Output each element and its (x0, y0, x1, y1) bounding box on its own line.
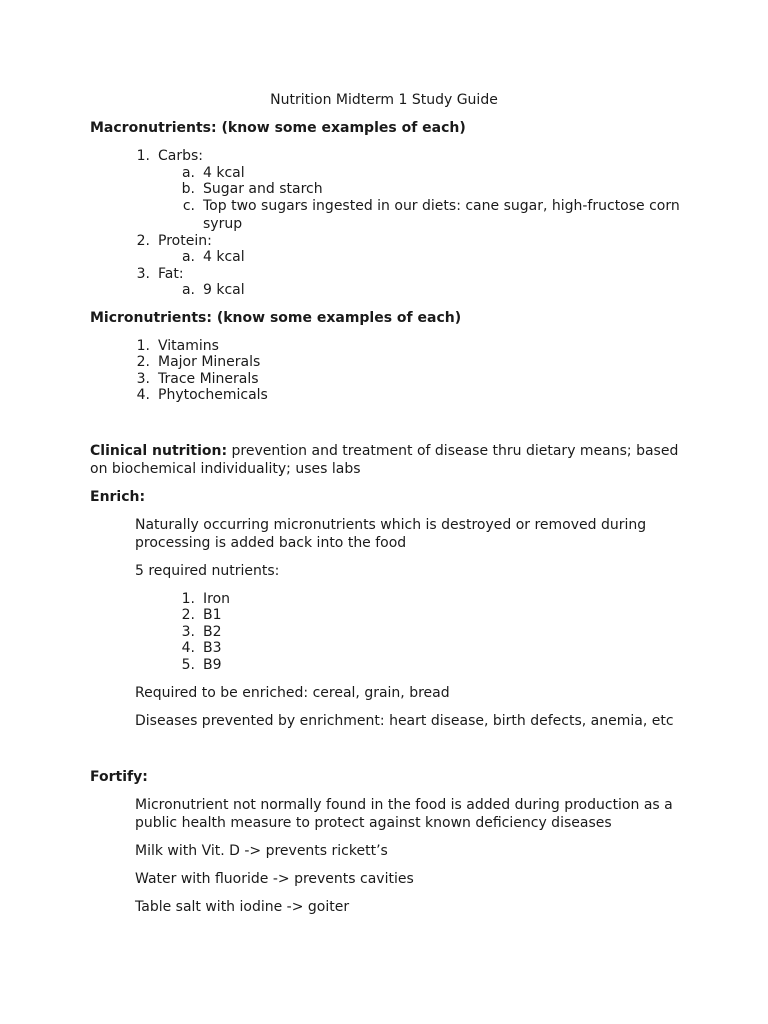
nutrient-item: B9 (203, 657, 222, 673)
sub-list-item: Top two sugars ingested in our diets: cane sugar, high-fructose corn (203, 198, 680, 214)
sub-list-item: Sugar and starch (203, 181, 323, 197)
fortify-description: Micronutrient not normally found in the food is added during production as a (135, 797, 673, 813)
list-number: 1. (181, 591, 195, 607)
sub-list-item: 9 kcal (203, 282, 245, 298)
micronutrients-heading: Micronutrients: (know some examples of each) (90, 310, 462, 326)
fortify-example: Table salt with iodine -> goiter (135, 899, 350, 915)
list-number: 2. (136, 233, 150, 249)
document-title: Nutrition Midterm 1 Study Guide (270, 92, 498, 108)
list-number: 3. (136, 266, 150, 282)
list-item: Major Minerals (158, 354, 261, 370)
sub-list-item: 4 kcal (203, 249, 245, 265)
clinical-nutrition-paragraph (90, 443, 678, 460)
list-number: 1. (136, 148, 150, 164)
list-number: 4. (181, 640, 195, 656)
nutrient-item: B3 (203, 640, 222, 656)
list-letter: a. (181, 165, 195, 181)
list-item: Trace Minerals (158, 371, 259, 387)
fortify-description-cont: public health measure to protect against known deficiency diseases (135, 815, 612, 831)
fortify-example: Water with fluoride -> prevents cavities (135, 871, 414, 887)
list-item-protein: Protein: (158, 233, 212, 249)
nutrient-item: B1 (203, 607, 222, 623)
list-number: 3. (181, 624, 195, 640)
list-letter: b. (181, 181, 195, 197)
enrich-description-cont: processing is added back into the food (135, 535, 407, 551)
diseases-prevented: Diseases prevented by enrichment: heart disease, birth defects, anemia, etc (135, 713, 674, 729)
sub-list-item: 4 kcal (203, 165, 245, 181)
list-letter: a. (181, 249, 195, 265)
clinical-nutrition-definition-cont: on biochemical individuality; uses labs (90, 461, 361, 477)
fortify-heading: Fortify: (90, 769, 148, 785)
sub-list-item-continuation: syrup (203, 216, 243, 232)
nutrient-item: Iron (203, 591, 231, 607)
list-number: 2. (136, 354, 150, 370)
list-item: Vitamins (158, 338, 219, 354)
macronutrients-heading: Macronutrients: (know some examples of each) (90, 120, 466, 136)
list-item-carbs: Carbs: (158, 148, 204, 164)
list-number: 1. (136, 338, 150, 354)
list-letter: a. (181, 282, 195, 298)
list-number: 2. (181, 607, 195, 623)
list-item: Phytochemicals (158, 387, 268, 403)
list-number: 4. (136, 387, 150, 403)
list-letter: c. (182, 198, 195, 214)
enrich-description: Naturally occurring micronutrients which is destroyed or removed during (135, 517, 647, 533)
list-item-fat: Fat: (158, 266, 184, 282)
list-number: 5. (181, 657, 195, 673)
nutrient-item: B2 (203, 624, 222, 640)
required-foods: Required to be enriched: cereal, grain, bread (135, 685, 450, 701)
list-number: 3. (136, 371, 150, 387)
required-nutrients-label: 5 required nutrients: (135, 563, 280, 579)
clinical-nutrition-definition: prevention and treatment of disease thru dietary means; based (227, 443, 679, 459)
enrich-heading: Enrich: (90, 489, 146, 505)
fortify-example: Milk with Vit. D -> prevents rickett’s (135, 843, 388, 859)
clinical-nutrition-term: Clinical nutrition: (90, 443, 228, 459)
